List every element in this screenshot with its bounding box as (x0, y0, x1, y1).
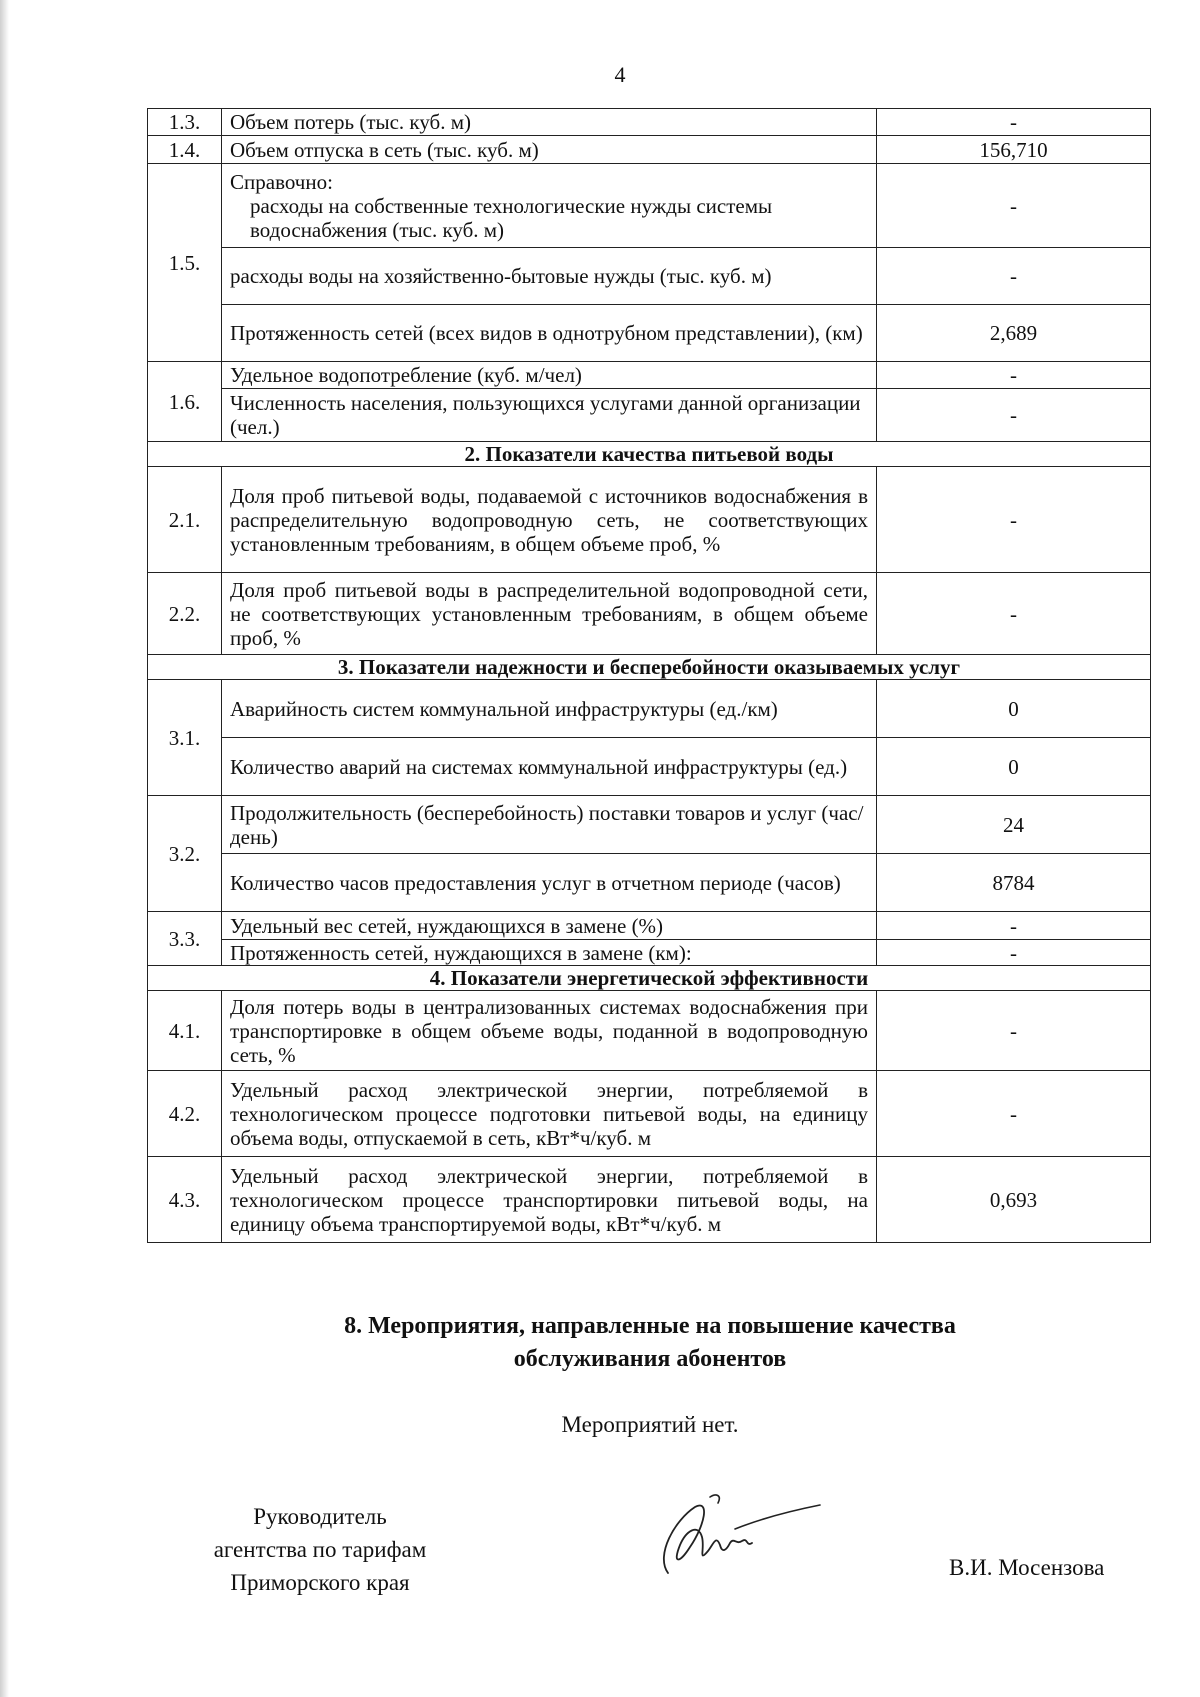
subrow-description: Протяженность сетей, нуждающихся в замене (км): (222, 940, 877, 966)
row-number: 4.1. (148, 991, 222, 1071)
reference-label: Справочно: (230, 169, 333, 194)
section-8-heading-line: 8. Мероприятия, направленные на повышение качества (344, 1313, 956, 1339)
signatory-name: В.И. Мосензова (949, 1555, 1105, 1580)
subrow-description: Протяженность сетей (всех видов в однотрубном представлении), (км) (222, 305, 877, 362)
section-8-heading-line: обслуживания абонентов (513, 1346, 787, 1372)
row-description: Аварийность систем коммунальной инфраструктуры (ед./км) (222, 680, 877, 738)
table-row (148, 109, 1151, 136)
row-value: - (877, 912, 1151, 940)
position-line: агентства по тарифам (213, 1537, 427, 1562)
row-description: Удельный вес сетей, нуждающихся в замене (%) (222, 912, 877, 940)
row-value: - (877, 1071, 1151, 1157)
signatory-position (170, 1500, 470, 1599)
section-8-heading (150, 1310, 1150, 1376)
row-number: 3.3. (148, 912, 222, 966)
row-number: 3.2. (148, 796, 222, 912)
page-number: 4 (614, 62, 626, 87)
table-row (148, 305, 1151, 362)
row-value: - (877, 389, 1151, 442)
section-heading: 2. Показатели качества питьевой воды (148, 442, 1151, 467)
subrow-description: Количество часов предоставления услуг в отчетном периоде (часов) (222, 854, 877, 912)
row-number: 2.2. (148, 573, 222, 655)
row-number: 1.4. (148, 136, 222, 164)
row-value: - (877, 164, 1151, 248)
row-value: 2,689 (877, 305, 1151, 362)
section-heading: 3. Показатели надежности и бесперебойности оказываемых услуг (148, 655, 1151, 680)
section-row (148, 442, 1151, 467)
row-value: 8784 (877, 854, 1151, 912)
table-row (148, 680, 1151, 738)
row-number: 1.5. (148, 164, 222, 362)
row-number: 1.3. (148, 109, 222, 136)
subrow-description: Количество аварий на системах коммунальной инфраструктуры (ед.) (222, 738, 877, 796)
table-row (148, 164, 1151, 248)
row-value: - (877, 940, 1151, 966)
table-row (148, 796, 1151, 854)
row-description: Продолжительность (бесперебойность) поставки товаров и услуг (час/день) (222, 796, 877, 854)
scan-edge (0, 0, 9, 1697)
subrow-description: расходы на собственные технологические нужды системы водоснабжения (тыс. куб. м) (250, 193, 773, 242)
signature-scribble-icon (650, 1485, 825, 1585)
row-description: Удельный расход электрической энергии, потребляемой в технологическом процессе подготовки питьевой воды, на единицу объема воды, отпускаемой в сеть, кВт*ч/куб. м (222, 1071, 877, 1157)
row-description: Объем потерь (тыс. куб. м) (222, 109, 877, 136)
table-row (148, 1071, 1151, 1157)
table-row (148, 1157, 1151, 1243)
row-value: - (877, 573, 1151, 655)
table-row (148, 389, 1151, 442)
subrow-description: расходы воды на хозяйственно-бытовые нужды (тыс. куб. м) (222, 248, 877, 305)
no-measures-text: Мероприятий нет. (561, 1412, 739, 1437)
position-line: Приморского края (230, 1570, 410, 1595)
indicators-table (147, 108, 1151, 1243)
row-number: 2.1. (148, 467, 222, 573)
table-row (148, 854, 1151, 912)
table-row (148, 248, 1151, 305)
row-description (222, 164, 877, 248)
row-value: 156,710 (877, 136, 1151, 164)
row-number: 1.6. (148, 362, 222, 442)
table-row (148, 573, 1151, 655)
table-row (148, 912, 1151, 940)
table-row (148, 362, 1151, 389)
table-row (148, 136, 1151, 164)
row-value: 0 (877, 738, 1151, 796)
table-row (148, 991, 1151, 1071)
row-value: - (877, 991, 1151, 1071)
handwritten-signature (650, 1485, 825, 1590)
row-value: - (877, 362, 1151, 389)
row-number: 4.3. (148, 1157, 222, 1243)
table-row (148, 940, 1151, 966)
row-number: 4.2. (148, 1071, 222, 1157)
row-value: - (877, 467, 1151, 573)
table-row (148, 467, 1151, 573)
row-value: 0 (877, 680, 1151, 738)
row-description: Удельное водопотребление (куб. м/чел) (222, 362, 877, 389)
row-description: Доля проб питьевой воды, подаваемой с источников водоснабжения в распределительную водопроводную сеть, не соответствующих установленным требованиям, в общем объеме проб, % (222, 467, 877, 573)
section-row (148, 966, 1151, 991)
row-value: - (877, 109, 1151, 136)
section-row (148, 655, 1151, 680)
row-description: Доля потерь воды в централизованных системах водоснабжения при транспортировке в общем объеме воды, поданной в водопроводную сеть, % (222, 991, 877, 1071)
subrow-description: Численность населения, пользующихся услугами данной организации (чел.) (222, 389, 877, 442)
row-description: Удельный расход электрической энергии, потребляемой в технологическом процессе транспортировки питьевой воды, на единицу объема транспортируемой воды, кВт*ч/куб. м (222, 1157, 877, 1243)
row-number: 3.1. (148, 680, 222, 796)
table-row (148, 738, 1151, 796)
position-line: Руководитель (253, 1504, 387, 1529)
row-description: Объем отпуска в сеть (тыс. куб. м) (222, 136, 877, 164)
section-heading: 4. Показатели энергетической эффективности (148, 966, 1151, 991)
row-value: - (877, 248, 1151, 305)
row-description: Доля проб питьевой воды в распределительной водопроводной сети, не соответствующих установленным требованиям, в общем объеме проб, % (222, 573, 877, 655)
row-value: 0,693 (877, 1157, 1151, 1243)
row-value: 24 (877, 796, 1151, 854)
